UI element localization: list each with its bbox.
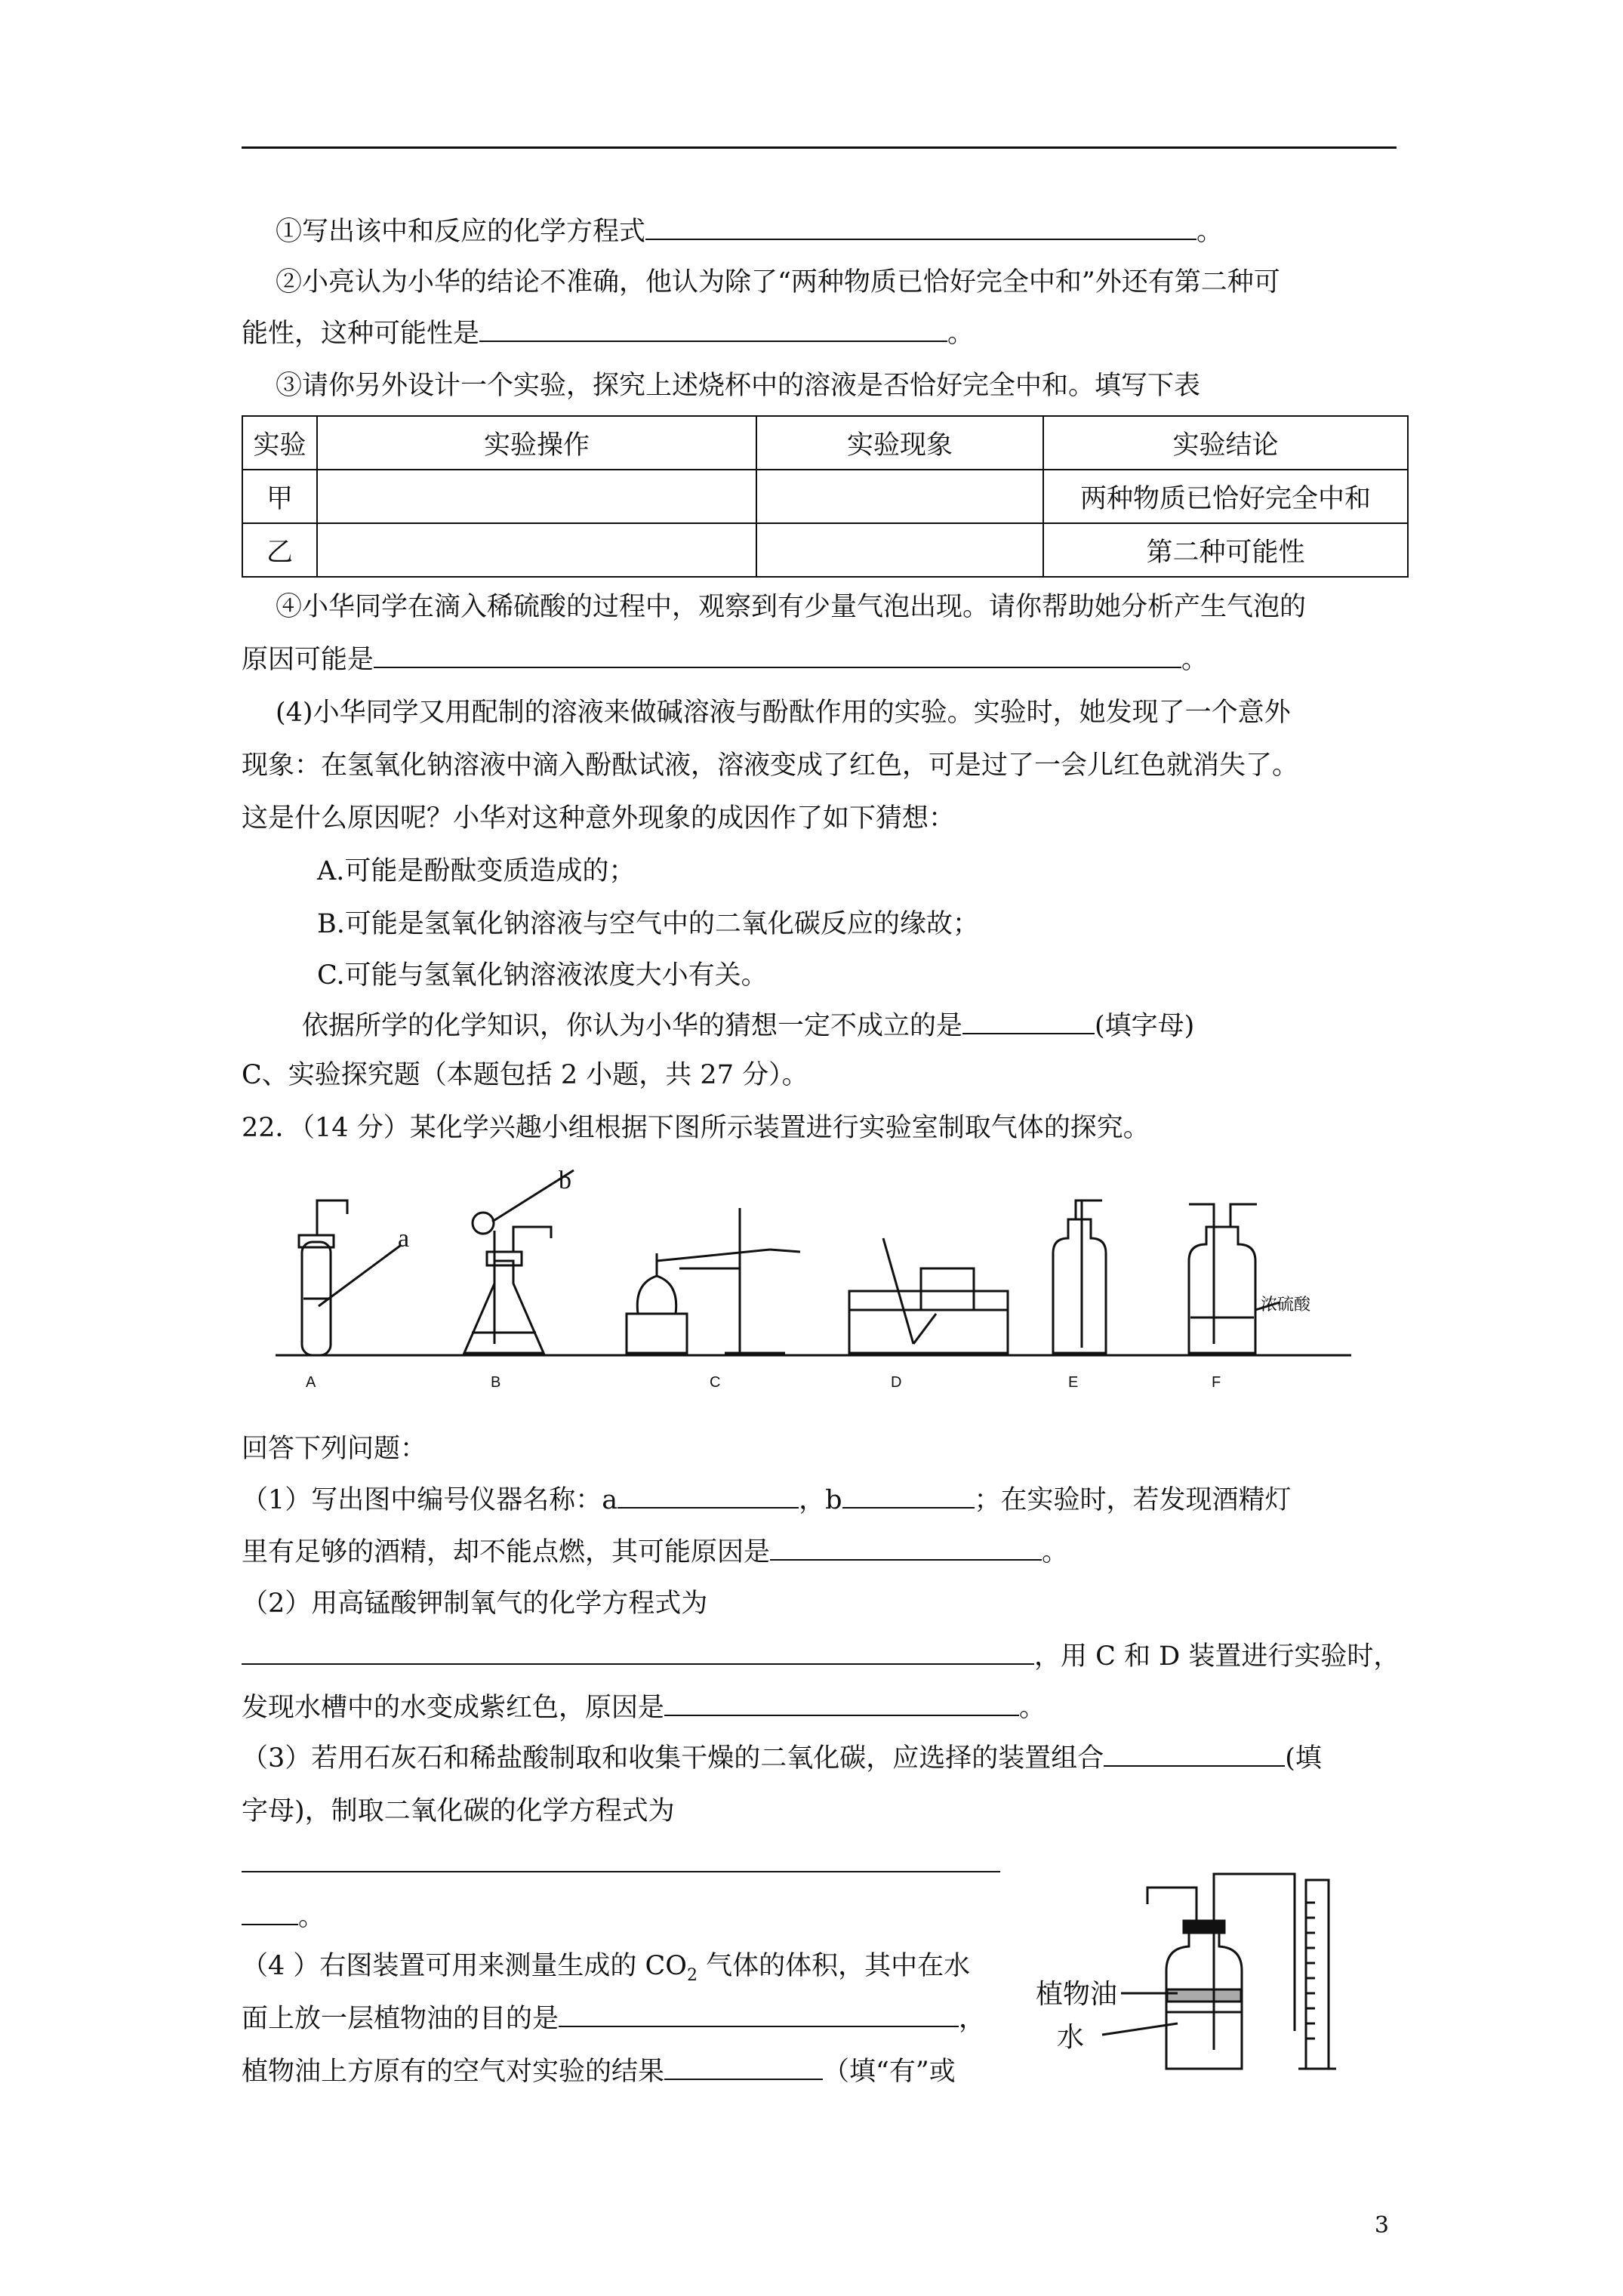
sub-question-3-line-1: （3）若用石灰石和稀盐酸制取和收集干燥的二氧化碳，应选择的装置组合 (填	[242, 1743, 1322, 1774]
table-cell: 两种物质已恰好完全中和	[1043, 470, 1408, 523]
table-header: 实验操作	[317, 416, 756, 470]
table-cell: 第二种可能性	[1043, 523, 1408, 577]
answer-blank-b[interactable]	[842, 1484, 975, 1509]
question-2-line-1: ②小亮认为小华的结论不准确，他认为除了“两种物质已恰好完全中和”外还有第二种可	[276, 267, 1280, 297]
page-number: 3	[1374, 2212, 1389, 2239]
table-header: 实验现象	[756, 416, 1043, 470]
apparatus-label-d: D	[891, 1374, 902, 1391]
answer-blank[interactable]	[962, 1010, 1095, 1034]
guess-a: A.可能是酚酞变质造成的；	[317, 856, 636, 886]
question-4-line-2: 原因可能是 。	[242, 645, 1209, 675]
apparatus-label-c: C	[710, 1374, 721, 1391]
water-label: 水	[1057, 2022, 1085, 2053]
question-22: 22．（14 分）某化学兴趣小组根据下图所示装置进行实验室制取气体的探究。	[242, 1113, 1150, 1143]
experiment-table	[242, 415, 1409, 578]
table-header: 实验结论	[1043, 416, 1408, 470]
table-cell-input[interactable]	[317, 470, 756, 523]
answer-blank[interactable]	[770, 1536, 1042, 1561]
table-row	[242, 523, 1408, 577]
answer-blank[interactable]	[1104, 1743, 1285, 1767]
gas-volume-apparatus	[1034, 1857, 1397, 2076]
apparatus-label-f: F	[1212, 1374, 1221, 1391]
guess-b: B.可能是氢氧化钠溶液与空气中的二氧化碳反应的缘故；	[317, 909, 979, 939]
question-3: ③请你另外设计一个实验，探究上述烧杯中的溶液是否恰好完全中和。填写下表	[276, 371, 1201, 401]
question-4-line-1: ④小华同学在滴入稀硫酸的过程中，观察到有少量气泡出现。请你帮助她分析产生气泡的	[276, 592, 1307, 622]
answer-blank[interactable]	[559, 2003, 959, 2027]
sub-question-4-line-2: 面上放一层植物油的目的是 ，	[242, 2004, 986, 2034]
question-1: ①写出该中和反应的化学方程式 。	[276, 217, 1224, 247]
question-2-line-2: 能性，这种可能性是 。	[242, 319, 975, 349]
apparatus-e-bottle	[1053, 1200, 1106, 1353]
table-cell-input[interactable]	[756, 523, 1043, 577]
table-cell-input[interactable]	[317, 523, 756, 577]
apparatus-d-trough	[849, 1238, 1008, 1353]
table-row	[242, 470, 1408, 523]
apparatus-label-a: A	[306, 1374, 316, 1391]
sub-question-3-line-2: 字母)，制取二氧化碳的化学方程式为	[242, 1796, 675, 1826]
oil-label: 植物油	[1036, 1979, 1118, 2010]
part-4-line-1: (4)小华同学又用配制的溶液来做碱溶液与酚酞作用的实验。实验时，她发现了一个意外	[276, 698, 1291, 728]
table-cell: 甲	[242, 470, 317, 523]
answer-blank[interactable]	[645, 216, 1196, 240]
sub-question-1-line-2: 里有足够的酒精，却不能点燃，其可能原因是 。	[242, 1537, 1069, 1567]
table-header: 实验	[242, 416, 317, 470]
table-header-row	[242, 416, 1408, 470]
part-4-line-2: 现象：在氢氧化钠溶液中滴入酚酞试液，溶液变成了红色，可是过了一会儿红色就消失了。	[242, 750, 1299, 781]
apparatus-a-test-tube	[299, 1200, 400, 1355]
answer-blank[interactable]	[242, 1641, 1034, 1665]
sub-question-2-line-3: 发现水槽中的水变成紫红色，原因是 。	[242, 1693, 1046, 1723]
answer-blank[interactable]	[374, 644, 1181, 668]
sub-question-4-line-3: 植物油上方原有的空气对实验的结果 （填“有”或	[242, 2057, 956, 2087]
sub-question-2-line-2: ，用 C 和 D 装置进行实验时，	[242, 1638, 1400, 1675]
answer-blank[interactable]	[664, 2056, 823, 2080]
apparatus-label-b: B	[491, 1374, 501, 1391]
answer-blank[interactable]	[242, 1848, 1000, 1872]
label-a: a	[398, 1225, 410, 1253]
answer-blank[interactable]	[664, 1692, 1019, 1716]
part-4-answer: 依据所学的化学知识，你认为小华的猜想一定不成立的是 (填字母)	[302, 1011, 1195, 1041]
answer-intro: 回答下列问题：	[242, 1434, 427, 1464]
label-b: b	[559, 1166, 571, 1194]
table-cell-input[interactable]	[756, 470, 1043, 523]
table-cell: 乙	[242, 523, 317, 577]
sub-question-3-line-4: 。	[242, 1899, 325, 1935]
part-4-line-3: 这是什么原因呢？小华对这种意外现象的成因作了如下猜想：	[242, 803, 956, 834]
answer-blank-a[interactable]	[617, 1484, 799, 1509]
apparatus-b-flask	[464, 1170, 574, 1353]
apparatus-label-e: E	[1068, 1374, 1079, 1391]
conc-acid-label: 浓硫酸	[1261, 1296, 1311, 1314]
guess-c: C.可能与氢氧化钠溶液浓度大小有关。	[317, 960, 768, 991]
header-rule	[242, 146, 1397, 149]
apparatus-c-heating	[627, 1208, 800, 1353]
apparatus-f-washing-bottle	[1189, 1204, 1280, 1353]
answer-blank[interactable]	[479, 318, 947, 342]
answer-blank[interactable]	[242, 1901, 298, 1925]
section-c-heading: C、实验探究题（本题包括 2 小题，共 27 分）。	[242, 1060, 808, 1090]
sub-question-4-line-1: （4 ）右图装置可用来测量生成的 $CO_2$ 气体的体积，其中在水	[242, 1951, 971, 1985]
sub-question-3-line-3	[242, 1846, 1000, 1882]
sub-question-2-line-1: （2）用高锰酸钾制氧气的化学方程式为	[242, 1589, 708, 1619]
sub-question-1-line-1: （1）写出图中编号仪器名称：a ，b ；在实验时，若发现酒精灯	[242, 1485, 1292, 1515]
apparatus-figure	[257, 1155, 1419, 1404]
